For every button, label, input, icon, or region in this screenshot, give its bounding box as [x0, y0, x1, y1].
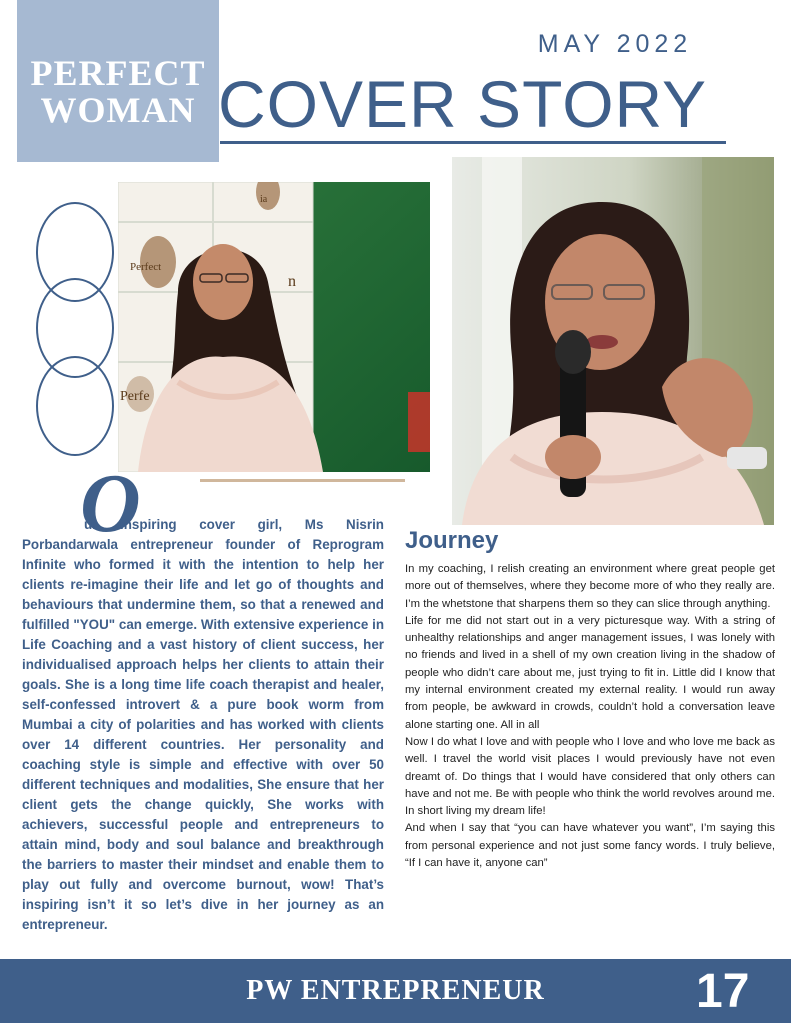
- drop-cap: O: [80, 457, 141, 550]
- journey-paragraph: Life for me did not start out in a very picturesque way. With a string of unhealthy relationships and anger management issues, I was lonely with no friends and lived in a shell of my own creation living in the shadow of people who didn’t care about me, just trying to fit in. Little did I know that my internal environment created my external reality. I would run away from people, be awkward in crowds, couldn’t hold a conversation leave alone starting one. All in all: [405, 614, 775, 731]
- journey-paragraph: Now I do what I love and with people who I love and who love me back as well. I travel the world visit places I would previously have not even dreamt of. Do things that I would have considered that only others can have and not me. Be with people who think the world revolves around me. In short living my dream life!: [405, 735, 775, 818]
- section-title: COVER STORY: [218, 67, 708, 141]
- banner-text-top: ia: [260, 194, 268, 205]
- issue-date: MAY 2022: [537, 30, 693, 58]
- title-underline: [220, 141, 726, 144]
- intro-text: ur inspiring cover girl, Ms Nisrin Porbandarwala entrepreneur founder of Reprogram Infinite who formed it with the intention to help her clients re-imagine their life and let go of thoughts and behaviours that undermine them, so that a renewed and fulfilled "YOU" can emerge. With extensive experience in Life Coaching and a vast history of client success, her individualised approach helps her clients to attain their goals. She is a long time life coach therapist and healer, self-confessed introvert & a pure book worm from Mumbai a city of polarities and has worked with clients over 14 different countries. Her personality and coaching style is simple and effective with over 50 different techniques and modalities, She ensure that her client gets the change quickly, She works with achievers, successful people and entrepreneurs to attain mind, body and soul balance and breakthrough the barriers to master their mindset and enable them to play out fully and overcome burnout, wow! That’s inspiring isn’t it so let’s dive in her journey as an entrepreneur.: [22, 517, 384, 932]
- brand-logo: [17, 0, 219, 162]
- banner-text-right: n: [288, 273, 296, 290]
- brand-line-2: WOMAN: [40, 90, 196, 130]
- photo-illustration: [452, 157, 774, 525]
- decorative-circle: [36, 356, 114, 456]
- banner-text-left-bottom: Perfe: [120, 389, 150, 404]
- banner-text-left: Perfect: [130, 261, 162, 273]
- page-number: 17: [696, 965, 750, 1018]
- journey-paragraph: In my coaching, I relish creating an environment where great people get more out of themselves, where they become more of who they really are. I’m the whetstone that sharpens them so they can slice through anything.: [405, 563, 775, 610]
- intro-paragraph: [22, 515, 384, 935]
- photo-illustration: [118, 182, 430, 472]
- journey-paragraph: And when I say that “you can have whatever you want”, I’m saying this from personal experience and not just some fancy words. I truly believe, “If I can have it, anyone can”: [405, 822, 775, 870]
- footer-section-label: PW ENTREPRENEUR: [246, 975, 545, 1006]
- journey-heading: Journey: [405, 527, 499, 554]
- cover-photo-banner: [118, 182, 430, 472]
- journey-body: [405, 561, 775, 872]
- photo-caption-rule: [200, 479, 405, 482]
- cover-photo-speaking: [452, 157, 774, 525]
- brand-line-1: PERFECT: [30, 53, 206, 93]
